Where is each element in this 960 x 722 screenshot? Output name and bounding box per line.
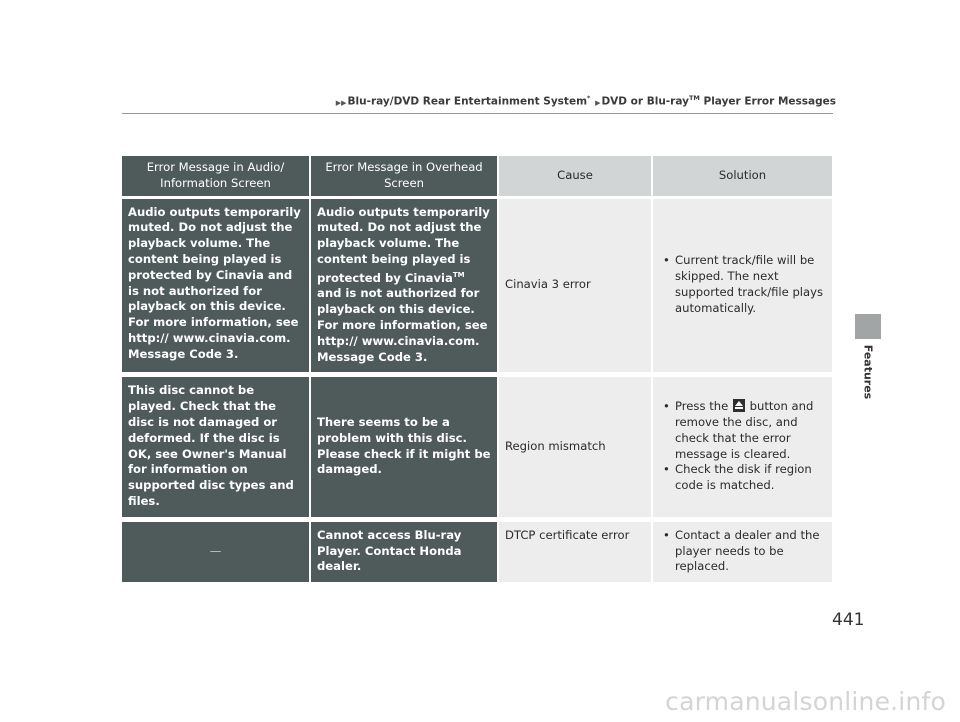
breadcrumb-topic-suffix: Player Error Messages [699,95,836,108]
eject-icon [733,399,745,412]
header-cause: Cause [498,156,652,197]
solution-cell [652,197,833,375]
double-arrow-icon: ▶▶ [335,98,347,107]
solution-item: • Contact a dealer and the player needs to be replaced. [661,528,826,575]
section-tab-label: Features [861,344,875,400]
solution-item: • Current track/file will be skipped. The next supported track/file plays automatically. [661,253,826,316]
audio-message-cell: — [122,519,310,584]
breadcrumb-asterisk: * [587,94,591,102]
arrow-icon: ▶ [595,98,601,107]
audio-message-cell: This disc cannot be played. Check that the disc is not damaged or deformed. If the disc is OK, see Owner's Manual for information on supported disc types and files. [122,375,310,519]
solution-cell [652,519,833,584]
overhead-message-cell: Cannot access Blu-ray Player. Contact Honda dealer. [310,519,498,584]
audio-message-cell: Audio outputs temporarily muted. Do not adjust the playback volume. The content being played is protected by Cinavia and is not authorized for playback on this device. For more information, see http:// www.cinavia.com. Message Code 3. [122,197,310,375]
overhead-message-cell: Audio outputs temporarily muted. Do not adjust the playback volume. The content being played is protected by Cinavia™ and is not authorized for playback on this device. For more information, see http:// www.cinavia.com. Message Code 3. [310,197,498,375]
header-overhead: Error Message in Overhead Screen [310,156,498,197]
table-row [122,375,833,519]
cause-cell: DTCP certificate error [498,519,652,584]
overhead-message-cell: There seems to be a problem with this disc. Please check if it might be damaged. [310,375,498,519]
header-audio-info: Error Message in Audio/ Information Screen [122,156,310,197]
solution-item: • Press the button and remove the disc, and check that the error message is cleared. [661,399,826,462]
watermark: carmanualsonline.info [665,687,946,716]
cause-cell: Cinavia 3 error [498,197,652,375]
section-tab-marker [855,314,881,339]
cause-cell: Region mismatch [498,375,652,519]
table-row [122,519,833,584]
table-row [122,197,833,375]
solution-cell [652,375,833,519]
breadcrumb-section: Blu-ray/DVD Rear Entertainment System [347,95,588,108]
error-message-table [122,156,834,587]
breadcrumb-topic: DVD or Blu-ray [601,95,689,108]
table-header-row [122,156,833,197]
trademark-mark: TM [688,94,700,102]
breadcrumb [335,94,836,108]
page-number: 441 [832,610,865,630]
header-divider [122,113,833,114]
solution-item: • Check the disk if region code is matched. [661,462,826,494]
trademark-mark: TM [452,270,465,279]
header-solution: Solution [652,156,833,197]
